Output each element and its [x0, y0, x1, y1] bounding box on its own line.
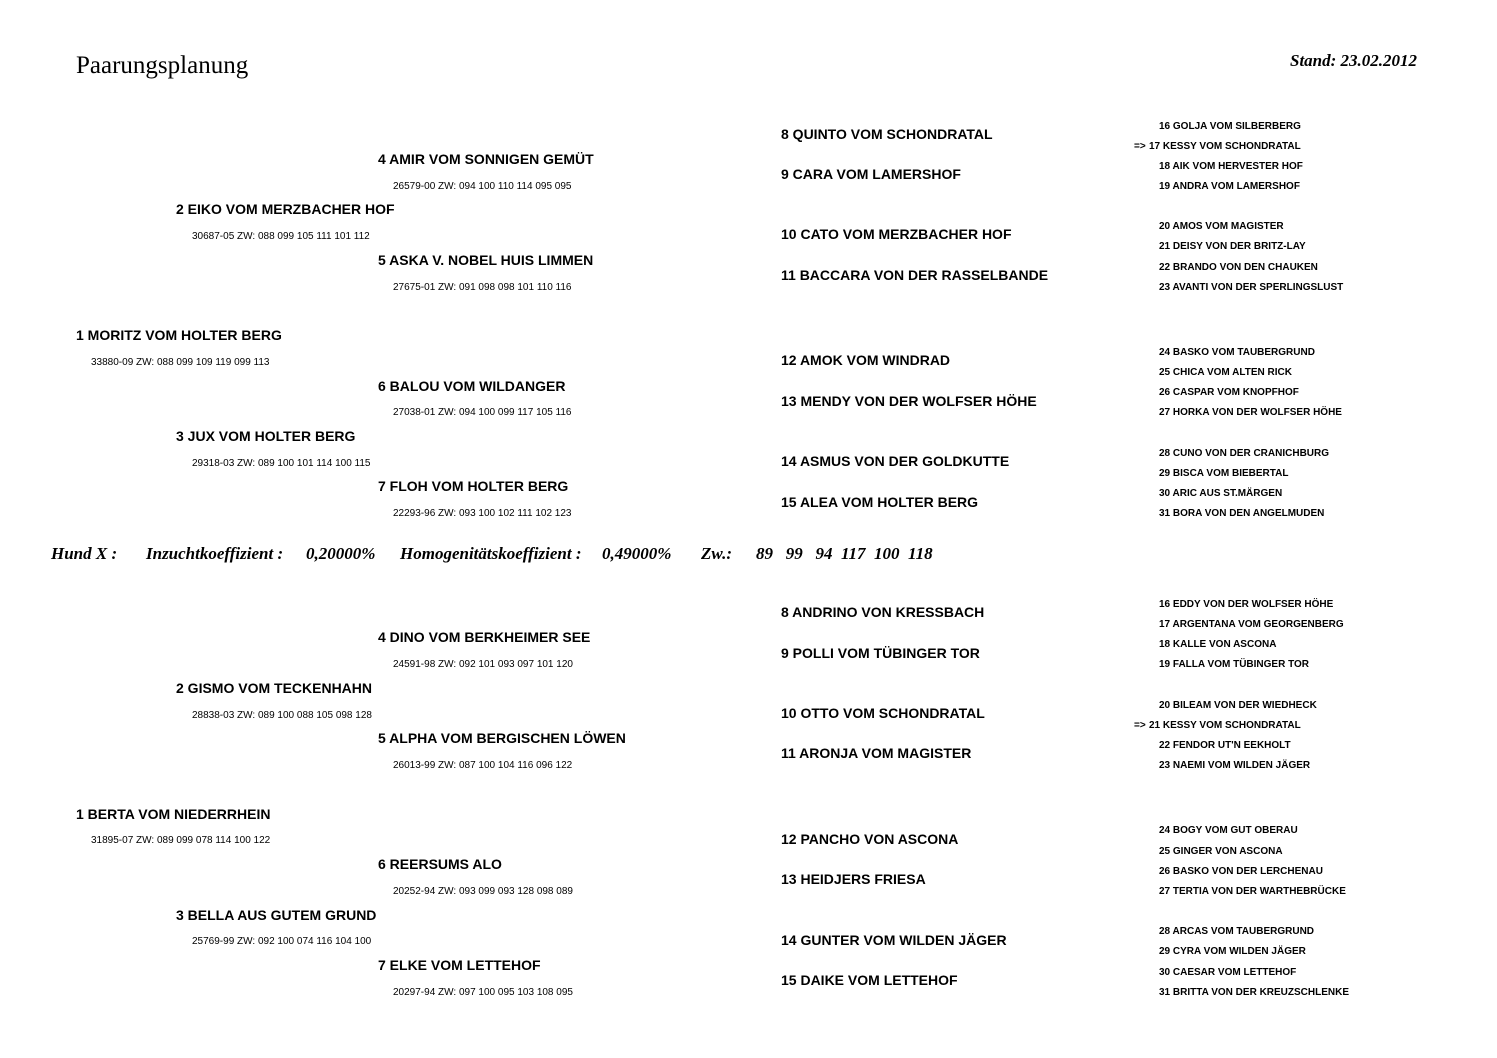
pedigree-a-gen5-24: 24 BASKO VOM TAUBERGRUND [1159, 347, 1315, 358]
pedigree-a-dog-3-info: 29318-03 ZW: 089 100 101 114 100 115 [192, 458, 371, 469]
pedigree-a-gen5-17: 17 KESSY VOM SCHONDRATAL [1149, 141, 1301, 152]
pedigree-b-dog-7-name: 7 ELKE VOM LETTEHOF [378, 957, 541, 973]
pedigree-a-gen5-29: 29 BISCA VOM BIEBERTAL [1159, 468, 1289, 479]
pedigree-b-gen5-26: 26 BASKO VON DER LERCHENAU [1159, 866, 1323, 877]
pedigree-a-gen5-26: 26 CASPAR VOM KNOPFHOF [1159, 387, 1299, 398]
pedigree-b-gen5-17: 17 ARGENTANA VOM GEORGENBERG [1159, 619, 1344, 630]
pedigree-b-gen5-23: 23 NAEMI VOM WILDEN JÄGER [1159, 760, 1311, 771]
pedigree-b-gen4-14: 14 GUNTER VOM WILDEN JÄGER [781, 932, 1007, 948]
pedigree-b-dog-5-name: 5 ALPHA VOM BERGISCHEN LÖWEN [378, 730, 626, 746]
inzucht-label: Inzuchtkoeffizient : [146, 544, 284, 563]
pedigree-a-gen4-14: 14 ASMUS VON DER GOLDKUTTE [781, 453, 1010, 469]
pedigree-a-dog-4-info: 26579-00 ZW: 094 100 110 114 095 095 [393, 181, 572, 192]
pedigree-a-dog-4-name: 4 AMIR VOM SONNIGEN GEMÜT [378, 151, 594, 167]
pedigree-a-gen5-28: 28 CUNO VON DER CRANICHBURG [1159, 448, 1330, 459]
pedigree-b-dog-1-info: 31895-07 ZW: 089 099 078 114 100 122 [91, 835, 271, 846]
pedigree-b-dog-6-name: 6 REERSUMS ALO [378, 856, 502, 872]
pedigree-a-dog-5-info: 27675-01 ZW: 091 098 098 101 110 116 [393, 282, 572, 293]
pedigree-b-dog-3-name: 3 BELLA AUS GUTEM GRUND [176, 907, 377, 923]
pedigree-b-gen4-11: 11 ARONJA VOM MAGISTER [781, 745, 972, 761]
pedigree-a-dog-2-info: 30687-05 ZW: 088 099 105 111 101 112 [192, 231, 370, 242]
pedigree-b-gen5-31: 31 BRITTA VON DER KREUZSCHLENKE [1159, 987, 1350, 998]
pedigree-a-gen5-23: 23 AVANTI VON DER SPERLINGSLUST [1159, 282, 1344, 293]
pedigree-a-gen5-27: 27 HORKA VON DER WOLFSER HÖHE [1159, 407, 1342, 418]
pedigree-a-inbreeding-arrow: => [1134, 141, 1146, 152]
pedigree-a-gen4-10: 10 CATO VOM MERZBACHER HOF [781, 226, 1012, 242]
pedigree-a-gen4-13: 13 MENDY VON DER WOLFSER HÖHE [781, 393, 1037, 409]
stand-date: Stand: 23.02.2012 [1290, 51, 1418, 70]
page-title: Paarungsplanung [76, 52, 249, 79]
pedigree-b-dog-4-name: 4 DINO VOM BERKHEIMER SEE [378, 629, 591, 645]
pedigree-b-inbreeding-arrow: => [1134, 720, 1146, 731]
pedigree-a-dog-5-name: 5 ASKA V. NOBEL HUIS LIMMEN [378, 252, 594, 268]
pedigree-b-gen4-13: 13 HEIDJERS FRIESA [781, 871, 926, 887]
pedigree-a-gen5-22: 22 BRANDO VON DEN CHAUKEN [1159, 262, 1318, 273]
pedigree-a-dog-1-info: 33880-09 ZW: 088 099 109 119 099 113 [91, 357, 270, 368]
pedigree-a-dog-7-name: 7 FLOH VOM HOLTER BERG [378, 478, 569, 494]
hund-x-label: Hund X : [51, 544, 118, 563]
pedigree-a-gen5-25: 25 CHICA VOM ALTEN RICK [1159, 367, 1292, 378]
pedigree-b-gen4-12: 12 PANCHO VON ASCONA [781, 831, 959, 847]
pedigree-b-gen5-29: 29 CYRA VOM WILDEN JÄGER [1159, 946, 1306, 957]
pedigree-b-gen5-21: 21 KESSY VOM SCHONDRATAL [1149, 720, 1301, 731]
pedigree-a-gen5-16: 16 GOLJA VOM SILBERBERG [1159, 121, 1301, 132]
pedigree-b-gen5-25: 25 GINGER VON ASCONA [1159, 846, 1283, 857]
pedigree-a-gen4-9: 9 CARA VOM LAMERSHOF [781, 166, 961, 182]
pedigree-a-dog-3-name: 3 JUX VOM HOLTER BERG [176, 428, 356, 444]
zw-label: Zw.: [701, 544, 733, 563]
pedigree-b-gen4-9: 9 POLLI VOM TÜBINGER TOR [781, 645, 980, 661]
pedigree-b-dog-4-info: 24591-98 ZW: 092 101 093 097 101 120 [393, 659, 573, 670]
pedigree-b-gen4-10: 10 OTTO VOM SCHONDRATAL [781, 705, 985, 721]
pedigree-b-gen5-19: 19 FALLA VOM TÜBINGER TOR [1159, 659, 1310, 670]
pedigree-b-gen5-30: 30 CAESAR VOM LETTEHOF [1159, 967, 1297, 978]
pedigree-a-gen5-21: 21 DEISY VON DER BRITZ-LAY [1159, 241, 1306, 252]
pedigree-b-dog-7-info: 20297-94 ZW: 097 100 095 103 108 095 [393, 987, 573, 998]
pedigree-a-gen4-8: 8 QUINTO VOM SCHONDRATAL [781, 126, 993, 142]
pedigree-b-dog-5-info: 26013-99 ZW: 087 100 104 116 096 122 [393, 760, 573, 771]
inzucht-value: 0,20000% [306, 544, 376, 563]
pedigree-b-dog-1-name: 1 BERTA VOM NIEDERRHEIN [76, 806, 271, 822]
pedigree-a-gen5-31: 31 BORA VON DEN ANGELMUDEN [1159, 508, 1325, 519]
zw-values: 89 99 94 117 100 118 [756, 544, 933, 563]
pedigree-a-dog-6-info: 27038-01 ZW: 094 100 099 117 105 116 [393, 407, 572, 418]
pedigree-b-gen5-24: 24 BOGY VOM GUT OBERAU [1159, 825, 1298, 836]
pedigree-b-dog-3-info: 25769-99 ZW: 092 100 074 116 104 100 [192, 936, 372, 947]
pedigree-b-gen4-8: 8 ANDRINO VON KRESSBACH [781, 604, 985, 620]
pedigree-a-gen4-12: 12 AMOK VOM WINDRAD [781, 352, 951, 368]
pedigree-a-gen4-11: 11 BACCARA VON DER RASSELBANDE [781, 267, 1049, 283]
pedigree-b-gen4-15: 15 DAIKE VOM LETTEHOF [781, 972, 958, 988]
pedigree-a-gen5-19: 19 ANDRA VOM LAMERSHOF [1159, 181, 1300, 192]
pedigree-b-dog-2-info: 28838-03 ZW: 089 100 088 105 098 128 [192, 710, 372, 721]
pedigree-b-gen5-18: 18 KALLE VON ASCONA [1159, 639, 1277, 650]
pedigree-a-gen4-15: 15 ALEA VOM HOLTER BERG [781, 494, 979, 510]
pedigree-a-gen5-20: 20 AMOS VOM MAGISTER [1159, 221, 1284, 232]
pedigree-a-dog-7-info: 22293-96 ZW: 093 100 102 111 102 123 [393, 508, 572, 519]
pedigree-b-gen5-22: 22 FENDOR UT'N EEKHOLT [1159, 740, 1291, 751]
homogen-label: Homogenitätskoeffizient : [400, 544, 582, 563]
homogen-value: 0,49000% [602, 544, 672, 563]
pedigree-a-gen5-30: 30 ARIC AUS ST.MÄRGEN [1159, 488, 1283, 499]
pedigree-a-dog-1-name: 1 MORITZ VOM HOLTER BERG [76, 327, 282, 343]
pedigree-b-gen5-16: 16 EDDY VON DER WOLFSER HÖHE [1159, 599, 1334, 610]
pedigree-a-dog-6-name: 6 BALOU VOM WILDANGER [378, 378, 566, 394]
pedigree-b-gen5-28: 28 ARCAS VOM TAUBERGRUND [1159, 926, 1315, 937]
pedigree-a-gen5-18: 18 AIK VOM HERVESTER HOF [1159, 161, 1303, 172]
pedigree-a-dog-2-name: 2 EIKO VOM MERZBACHER HOF [176, 201, 395, 217]
pedigree-b-gen5-27: 27 TERTIA VON DER WARTHEBRÜCKE [1159, 886, 1346, 897]
pedigree-b-gen5-20: 20 BILEAM VON DER WIEDHECK [1159, 700, 1317, 711]
pedigree-b-dog-2-name: 2 GISMO VOM TECKENHAHN [176, 680, 373, 696]
pedigree-b-dog-6-info: 20252-94 ZW: 093 099 093 128 098 089 [393, 886, 573, 897]
